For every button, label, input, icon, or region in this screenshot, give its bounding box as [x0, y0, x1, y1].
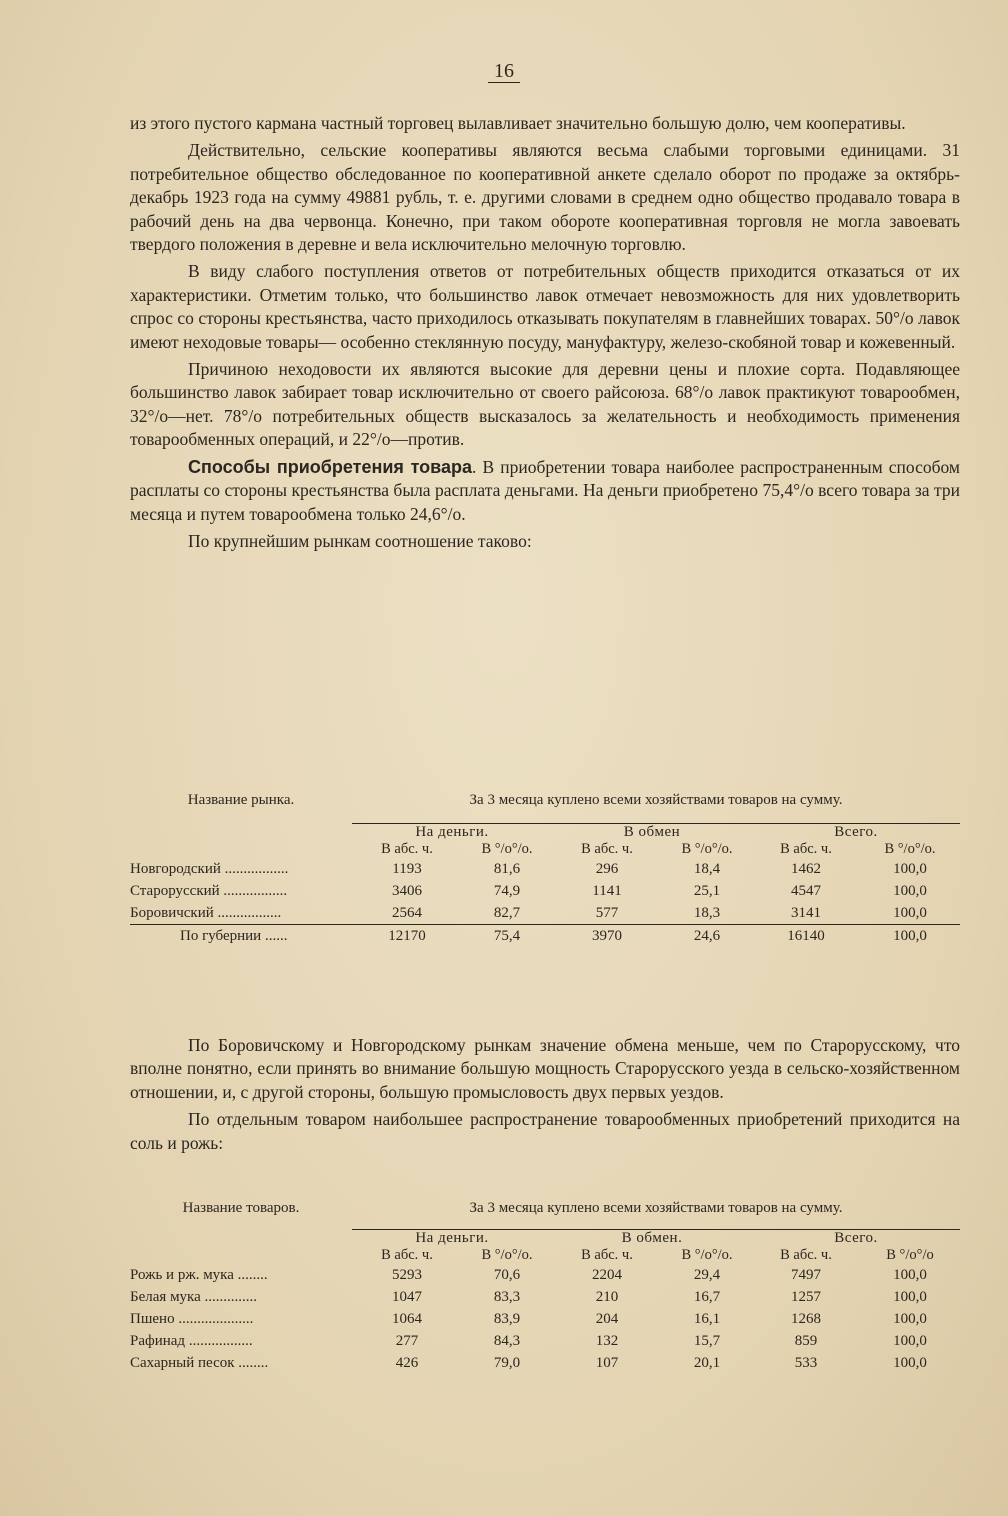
row-name: Рафинад ................. — [130, 1332, 253, 1349]
subheader: В °/о°/о. — [481, 1247, 533, 1263]
cell: 1257 — [791, 1288, 821, 1305]
cell: 2564 — [392, 904, 422, 921]
cell: 107 — [595, 1354, 619, 1371]
cell: 426 — [395, 1354, 419, 1371]
paragraph-2: Действительно, сельские кооперативы являются весьма слабыми торговыми единицами. 31 потребительное общество обследованное по кооперативной анкете сделало оборот по продаже за октябрь-декабрь 1923 года на сумму 49881 рубль, т. е. другими словами в среднем одно общество продавало товара в рабочий день на два червонца. Конечно, при таком обороте кооперативная торговля не могла завоевать твердого положения в деревне и вела исключительно мелочную торговлю. — [130, 140, 960, 255]
table-row — [130, 1308, 960, 1330]
subheader: В абс. ч. — [381, 1247, 433, 1263]
subheader: В абс. ч. — [780, 1247, 832, 1263]
cell: 1141 — [592, 882, 622, 899]
cell: 24,6 — [662, 925, 752, 948]
section-text: В приобретении товара наиболее распространенным способом расплаты со стороны крестьянства была расплата деньгами. На деньги приобретено 75,4°/о всего товара за три месяца и путем товарообмена только 24,6°/о. — [130, 456, 961, 524]
cell: 3970 — [552, 925, 662, 948]
subheader: В °/о°/о. — [481, 841, 533, 857]
subheader: В абс. ч. — [581, 841, 633, 857]
goods-name-header: Название товаров. — [182, 1200, 300, 1216]
cell: 18,4 — [693, 860, 721, 877]
row-name: По губернии ...... — [130, 925, 352, 948]
cell: 100,0 — [893, 1332, 927, 1349]
row-name: Боровичский ................. — [130, 904, 282, 921]
subheader: В °/о°/о. — [681, 841, 733, 857]
row-name: Сахарный песок ........ — [130, 1354, 269, 1371]
cell: 100,0 — [893, 1288, 927, 1305]
cell: 277 — [395, 1332, 419, 1349]
cell: 3406 — [392, 882, 422, 899]
cell: 859 — [794, 1332, 818, 1349]
cell: 100,0 — [860, 925, 960, 948]
cell: 100,0 — [893, 882, 927, 899]
subheader: В абс. ч. — [381, 841, 433, 857]
cell: 79,0 — [493, 1354, 521, 1371]
row-name: Старорусский ................. — [130, 882, 288, 899]
table-row — [130, 858, 960, 880]
cell: 12170 — [352, 925, 462, 948]
paragraph-4: Причиною неходовости их являются высокие для деревни цены и плохие сорта. Подавляющее большинство лавок забирает товар исключительно от своего райсоюза. 68°/о лавок практикуют товарообмен, 32°/о—нет. 78°/о потребительных обществ высказалось за желательность и необходимость применения товарообменных операций, и 22°/о—против. — [130, 359, 960, 450]
table-row — [130, 1264, 960, 1286]
cell: 74,9 — [493, 882, 521, 899]
subheader: В абс. ч. — [780, 841, 832, 857]
cell: 5293 — [392, 1266, 422, 1283]
cell: 29,4 — [693, 1266, 721, 1283]
table-row — [130, 1330, 960, 1352]
table1-intro: По крупнейшим рынкам соотношение таково: — [188, 530, 532, 551]
cell: 16,7 — [693, 1288, 721, 1305]
row-name: Новгородский ................. — [130, 860, 289, 877]
cell: 3141 — [791, 904, 821, 921]
cell: 1047 — [392, 1288, 422, 1305]
cell: 84,3 — [493, 1332, 521, 1349]
main-text — [130, 112, 960, 557]
table2-caption: За 3 месяца куплено всеми хозяйствами товаров на сумму. — [469, 1200, 843, 1216]
paragraph-5: По Боровичскому и Новгородскому рынкам значение обмена меньше, чем по Старорусскому, что вполне понятно, если принять во внимание большую мощность Старорусского уезда в сельско-хозяйственном отношении, и, с другой стороны, большую промысловость двух первых уездов. — [130, 1035, 960, 1102]
subheader: В абс. ч. — [581, 1247, 633, 1263]
cell: 82,7 — [493, 904, 521, 921]
cell: 16140 — [752, 925, 860, 948]
group-money: На деньги. — [352, 824, 552, 842]
cell: 132 — [595, 1332, 619, 1349]
main-text-2 — [130, 1034, 960, 1159]
subheader: В °/о°/о. — [681, 1247, 733, 1263]
group-exchange: В обмен. — [552, 1230, 752, 1248]
cell: 577 — [595, 904, 619, 921]
cell: 2204 — [592, 1266, 622, 1283]
cell: 20,1 — [693, 1354, 721, 1371]
table-row — [130, 880, 960, 902]
cell: 1462 — [791, 860, 821, 877]
row-name: Белая мука .............. — [130, 1288, 258, 1305]
section-heading: Способы приобретения товара — [188, 456, 473, 477]
goods-table — [130, 1200, 960, 1374]
cell: 100,0 — [893, 1266, 927, 1283]
paragraph-3: В виду слабого поступления ответов от потребительных обществ приходится отказаться от их характеристики. Отметим только, что большинство лавок отмечает невозможность для них удовлетворить спрос со стороны крестьянства, часто приходилось отказывать покупателям в главнейших товарах. 50°/о лавок имеют неходовые товары— особенно стеклянную посуду, мануфактуру, железо-скобяной товар и кожевенный. — [130, 261, 960, 352]
cell: 100,0 — [893, 1354, 927, 1371]
group-money: На деньги. — [352, 1230, 552, 1248]
cell: 25,1 — [693, 882, 721, 899]
cell: 16,1 — [693, 1310, 721, 1327]
table-row — [130, 1352, 960, 1374]
cell: 4547 — [791, 882, 821, 899]
cell: 1268 — [791, 1310, 821, 1327]
cell: 100,0 — [893, 904, 927, 921]
table-total-row — [130, 925, 960, 948]
cell: 1193 — [392, 860, 422, 877]
cell: 533 — [794, 1354, 818, 1371]
cell: 100,0 — [893, 1310, 927, 1327]
group-total: Всего. — [752, 824, 960, 842]
table-row — [130, 902, 960, 925]
market-name-header: Название рынка. — [187, 792, 295, 808]
subheader: В °/о°/о — [886, 1247, 934, 1263]
cell: 81,6 — [493, 860, 521, 877]
page-number: 16 — [0, 60, 1008, 83]
cell: 18,3 — [693, 904, 721, 921]
cell: 204 — [595, 1310, 619, 1327]
paragraph-6: По отдельным товаром наибольшее распространение товарообменных приобретений приходится на соль и рожь: — [130, 1109, 960, 1153]
cell: 100,0 — [893, 860, 927, 877]
market-table — [130, 792, 960, 947]
cell: 7497 — [791, 1266, 821, 1283]
cell: 83,3 — [493, 1288, 521, 1305]
cell: 70,6 — [493, 1266, 521, 1283]
table-row — [130, 1286, 960, 1308]
row-name: Рожь и рж. мука ........ — [130, 1266, 268, 1283]
cell: 75,4 — [462, 925, 552, 948]
cell: 1064 — [392, 1310, 422, 1327]
group-exchange: В обмен — [552, 824, 752, 842]
table1-caption: За 3 месяца куплено всеми хозяйствами товаров на сумму. — [469, 792, 843, 808]
cell: 296 — [595, 860, 619, 877]
section-paragraph: Способы приобретения товара. В приобретении товара наиболее распространенным способом расплаты со стороны крестьянства была расплата деньгами. На деньги приобретено 75,4°/о всего товара за три месяца и путем товарообмена только 24,6°/о. — [130, 456, 961, 524]
row-name: Пшено .................... — [130, 1310, 254, 1327]
cell: 83,9 — [493, 1310, 521, 1327]
subheader: В °/о°/о. — [884, 841, 936, 857]
group-total: Всего. — [752, 1230, 960, 1248]
cell: 15,7 — [693, 1332, 721, 1349]
paragraph-1: из этого пустого кармана частный торговец вылавливает значительно большую долю, чем кооперативы. — [130, 113, 906, 133]
cell: 210 — [595, 1288, 619, 1305]
